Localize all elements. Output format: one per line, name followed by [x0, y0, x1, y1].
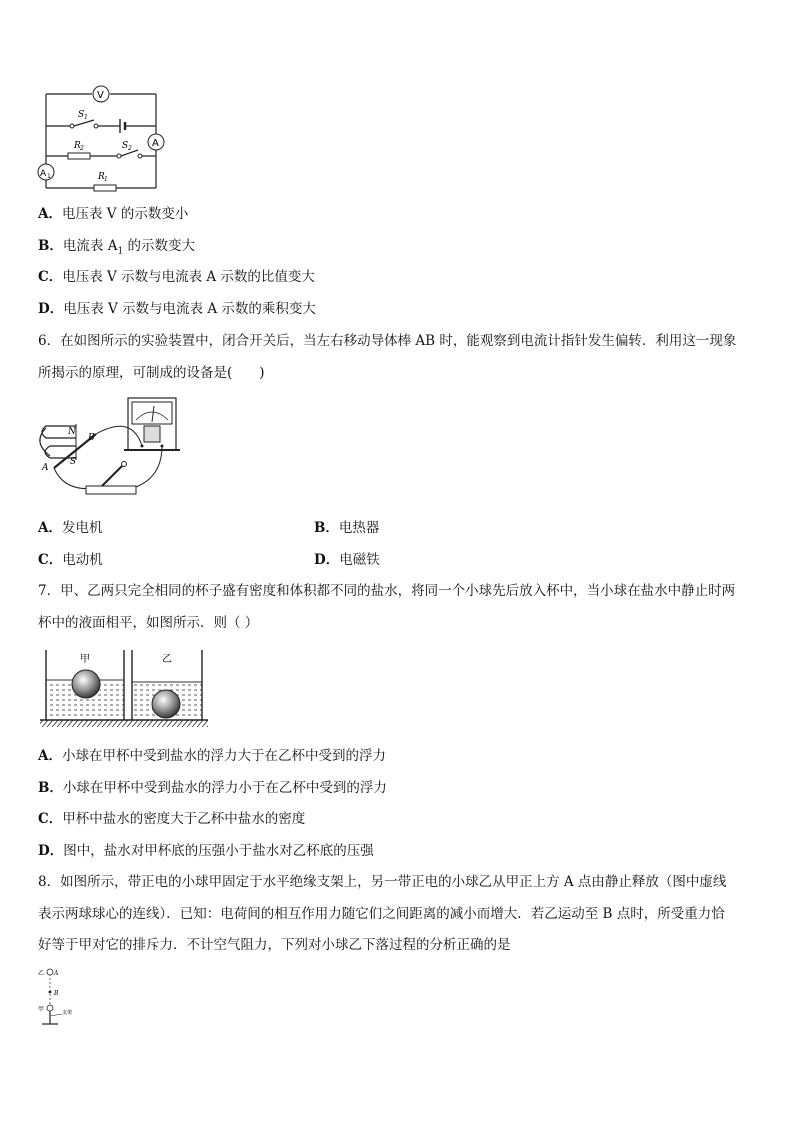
q8-stem-line1: 8．如图所示，带正电的小球甲固定于水平绝缘支架上，另一带正电的小球乙从甲正上方 A 点由静止释放（图中虚线	[38, 874, 727, 890]
q7-option-d: D．图中，盐水对甲杯底的压强小于盐水对乙杯底的压强	[38, 843, 374, 859]
ball-yi-label: 乙	[38, 970, 45, 977]
r2-sub: 2	[80, 145, 84, 152]
q8-stem-line3: 好等于甲对它的排斥力．不计空气阻力，下列对小球乙下落过程的分析正确的是	[38, 937, 511, 953]
voltmeter-label: V	[97, 90, 104, 101]
r2-label: R	[74, 141, 81, 151]
ammeter-label: A	[152, 138, 159, 149]
rod-b-label: B	[88, 433, 95, 443]
q7-option-a: A．小球在甲杯中受到盐水的浮力大于在乙杯中受到的浮力	[38, 748, 386, 764]
point-b-label: B	[54, 990, 59, 997]
q7-option-c: C．甲杯中盐水的密度大于乙杯中盐水的密度	[38, 811, 306, 827]
q7-stem-line1: 7．甲、乙两只完全相同的杯子盛有密度和体积都不同的盐水，将同一个小球先后放入杯中，当小球在盐水中静止时两	[38, 583, 736, 599]
r1-label: R	[98, 172, 105, 182]
q7-stem-line2: 杯中的液面相平，如图所示．则（ ）	[38, 615, 259, 631]
cups-figure	[38, 648, 210, 730]
s2-label: S	[122, 141, 129, 151]
magnet-n-label: N	[68, 427, 76, 437]
q6-option-b: B．电热器	[314, 520, 380, 536]
ball-jia-label: 甲	[38, 1006, 45, 1013]
s1-sub: 1	[84, 114, 88, 121]
q6-option-a: A．发电机	[38, 520, 103, 536]
rod-a-label: A	[42, 463, 49, 473]
q6-option-c: C．电动机	[38, 552, 103, 568]
induction-apparatus-figure	[36, 394, 186, 502]
ammeter1-sub: 1	[47, 173, 51, 180]
s2-sub: 2	[128, 145, 132, 152]
q6-option-d: D．电磁铁	[314, 552, 380, 568]
q5-option-a: A．电压表 V 的示数变小	[38, 206, 189, 222]
cup-yi-label: 乙	[162, 654, 172, 665]
q6-stem-line2: 所揭示的原理，可制成的设备是( )	[38, 365, 265, 381]
q6-stem-line1: 6．在如图所示的实验装置中，闭合开关后，当左右移动导体棒 AB 时，能观察到电流计指针发生偏转．利用这一现象	[38, 333, 737, 349]
q8-stem-line2: 表示两球球心的连线）．已知：电荷间的相互作用力随它们之间距离的减小而增大．若乙运动至 B 点时，所受重力恰	[38, 906, 725, 922]
q5-option-d: D．电压表 V 示数与电流表 A 示数的乘积变大	[38, 301, 316, 317]
stand-label: 支架	[62, 1010, 73, 1016]
magnet-s-label: S	[70, 457, 77, 467]
ammeter1-label: A	[40, 169, 47, 179]
r1-sub: 1	[104, 176, 108, 183]
charged-balls-figure	[36, 966, 86, 1030]
cup-jia-label: 甲	[80, 654, 90, 665]
q5-option-b: B．电流表 $A_1$ 的示数变大	[38, 238, 195, 257]
point-a-label: A	[54, 970, 59, 977]
s1-label: S	[78, 110, 85, 120]
q7-option-b: B．小球在甲杯中受到盐水的浮力小于在乙杯中受到的浮力	[38, 780, 387, 796]
q5-option-c: C．电压表 V 示数与电流表 A 示数的比值变大	[38, 269, 315, 285]
circuit-diagram	[36, 84, 168, 190]
